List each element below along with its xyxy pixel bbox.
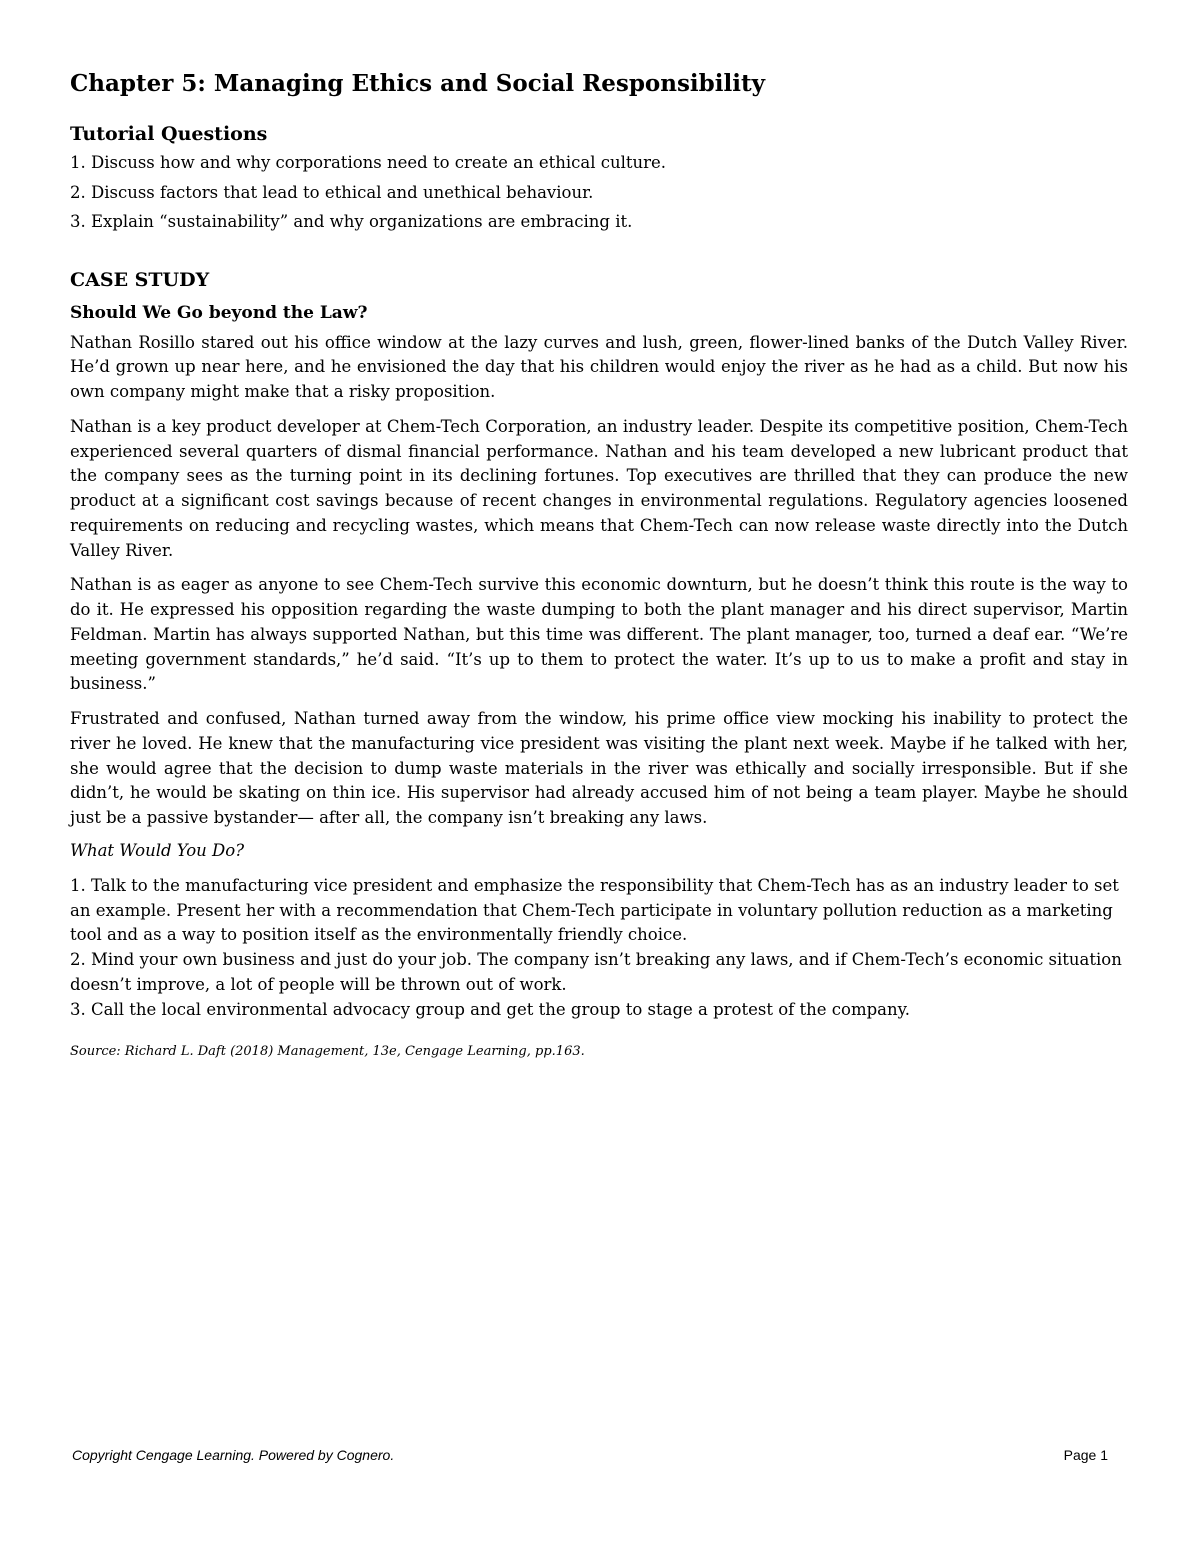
case-study-heading: CASE STUDY <box>70 268 210 291</box>
case-paragraph: Nathan is as eager as anyone to see Chem-Tech survive this economic downturn, but he doesn’t think this route is the way to do it. He expressed his opposition regarding the waste dumping to both the plant manager and his direct supervisor, Martin Feldman. Martin has always supported Nathan, but this time was different. The plant manager, too, turned a deaf ear. “We’re meeting government standards,” he’d said. “It’s up to them to protect the water. It’s up to us to make a profit and stay in business.” <box>70 575 1128 694</box>
page-title: Chapter 5: Managing Ethics and Social Responsibility <box>70 70 765 97</box>
option-item: 1. Talk to the manufacturing vice president and emphasize the responsibility that Chem-Tech has as an industry leader to set an example. Present her with a recommendation that Chem-Tech participate in voluntary pollution reduction as a marketing tool and as a way to position itself as the environmentally friendly choice. <box>70 875 1119 945</box>
case-paragraph: Frustrated and confused, Nathan turned away from the window, his prime office view mocking his inability to protect the river he loved. He knew that the manufacturing vice president was visiting the plant next week. Maybe if he talked with her, she would agree that the decision to dump waste materials in the river was ethically and socially irresponsible. But if she didn’t, he would be skating on thin ice. His supervisor had already accused him of not being a team player. Maybe he should just be a passive bystander— after all, the company isn’t breaking any laws. <box>70 709 1128 828</box>
option-item: 2. Mind your own business and just do your job. The company isn’t breaking any laws, and if Chem-Tech’s economic situation doesn’t improve, a lot of people will be thrown out of work. <box>70 950 1122 994</box>
footer-copyright: Copyright Cengage Learning. Powered by Cognero. <box>72 1447 395 1463</box>
tutorial-heading: Tutorial Questions <box>70 122 268 145</box>
case-study-title: Should We Go beyond the Law? <box>70 302 368 323</box>
case-paragraph: Nathan Rosillo stared out his office window at the lazy curves and lush, green, flower-lined banks of the Dutch Valley River. He’d grown up near here, and he envisioned the day that his children would enjoy the river as he had as a child. But now his own company might make that a risky proposition. <box>70 332 1128 402</box>
page-footer <box>72 1447 1108 1463</box>
option-item: 3. Call the local environmental advocacy group and get the group to stage a protest of the company. <box>70 999 911 1019</box>
document-page <box>70 70 1128 1059</box>
what-would-you-do-heading: What Would You Do? <box>70 840 245 860</box>
source-citation: Source: Richard L. Daft (2018) Management, 13e, Cengage Learning, pp.163. <box>70 1044 585 1060</box>
case-paragraph: Nathan is a key product developer at Chem-Tech Corporation, an industry leader. Despite its competitive position, Chem-Tech experienced several quarters of dismal financial performance. Nathan and his team developed a new lubricant product that the company sees as the turning point in its declining fortunes. Top executives are thrilled that they can produce the new product at a significant cost savings because of recent changes in environmental regulations. Regulatory agencies loosened requirements on reducing and recycling wastes, which means that Chem-Tech can now release waste directly into the Dutch Valley River. <box>70 416 1128 560</box>
tutorial-question: 2. Discuss factors that lead to ethical and unethical behaviour. <box>70 182 594 202</box>
tutorial-question: 1. Discuss how and why corporations need to create an ethical culture. <box>70 153 667 173</box>
page-number: Page 1 <box>1063 1447 1108 1463</box>
tutorial-question: 3. Explain “sustainability” and why organizations are embracing it. <box>70 212 633 232</box>
